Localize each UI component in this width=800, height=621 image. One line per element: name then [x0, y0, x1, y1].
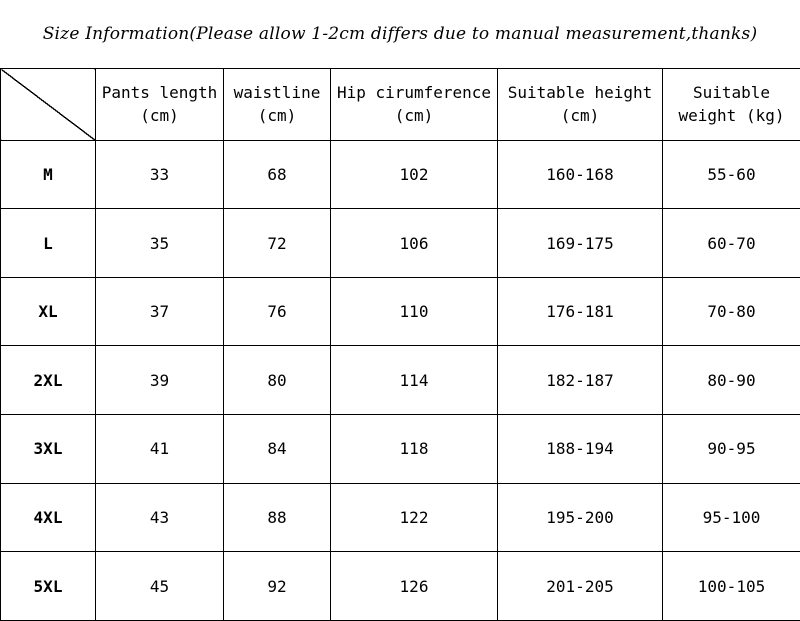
hip-value: 118 — [331, 415, 498, 484]
height-value: 195-200 — [498, 483, 663, 552]
table-row — [1, 483, 800, 552]
height-value: 188-194 — [498, 415, 663, 484]
size-label: 4XL — [1, 483, 96, 552]
height-value: 176-181 — [498, 277, 663, 346]
hip-value: 110 — [331, 277, 498, 346]
header-hip-circumference: Hip cirumference (cm) — [331, 69, 498, 141]
height-value: 169-175 — [498, 209, 663, 278]
weight-value: 70-80 — [663, 277, 800, 346]
table-row — [1, 209, 800, 278]
table-row — [1, 346, 800, 415]
size-label: 3XL — [1, 415, 96, 484]
height-value: 201-205 — [498, 552, 663, 621]
table-row — [1, 415, 800, 484]
pants-length-value: 37 — [96, 277, 224, 346]
pants-length-value: 41 — [96, 415, 224, 484]
table-header-row — [1, 69, 800, 141]
header-waistline: waistline (cm) — [224, 69, 331, 141]
size-label: XL — [1, 277, 96, 346]
weight-value: 55-60 — [663, 140, 800, 209]
pants-length-value: 43 — [96, 483, 224, 552]
hip-value: 126 — [331, 552, 498, 621]
height-value: 182-187 — [498, 346, 663, 415]
hip-value: 106 — [331, 209, 498, 278]
table-row — [1, 552, 800, 621]
weight-value: 60-70 — [663, 209, 800, 278]
weight-value: 80-90 — [663, 346, 800, 415]
header-suitable-weight: Suitable weight (kg) — [663, 69, 800, 141]
pants-length-value: 33 — [96, 140, 224, 209]
size-label: 2XL — [1, 346, 96, 415]
waistline-value: 80 — [224, 346, 331, 415]
pants-length-value: 35 — [96, 209, 224, 278]
waistline-value: 88 — [224, 483, 331, 552]
pants-length-value: 39 — [96, 346, 224, 415]
table-row — [1, 140, 800, 209]
header-suitable-height: Suitable height (cm) — [498, 69, 663, 141]
weight-value: 95-100 — [663, 483, 800, 552]
weight-value: 90-95 — [663, 415, 800, 484]
header-pants-length: Pants length (cm) — [96, 69, 224, 141]
height-value: 160-168 — [498, 140, 663, 209]
waistline-value: 68 — [224, 140, 331, 209]
waistline-value: 84 — [224, 415, 331, 484]
size-chart-table — [0, 68, 800, 621]
size-label: L — [1, 209, 96, 278]
hip-value: 102 — [331, 140, 498, 209]
table-row — [1, 277, 800, 346]
waistline-value: 72 — [224, 209, 331, 278]
hip-value: 122 — [331, 483, 498, 552]
size-label: 5XL — [1, 552, 96, 621]
waistline-value: 76 — [224, 277, 331, 346]
pants-length-value: 45 — [96, 552, 224, 621]
corner-diagonal-cell — [1, 69, 96, 141]
weight-value: 100-105 — [663, 552, 800, 621]
size-info-title: Size Information(Please allow 1-2cm differs due to manual measurement,thanks) — [42, 24, 758, 44]
hip-value: 114 — [331, 346, 498, 415]
size-label: M — [1, 140, 96, 209]
waistline-value: 92 — [224, 552, 331, 621]
